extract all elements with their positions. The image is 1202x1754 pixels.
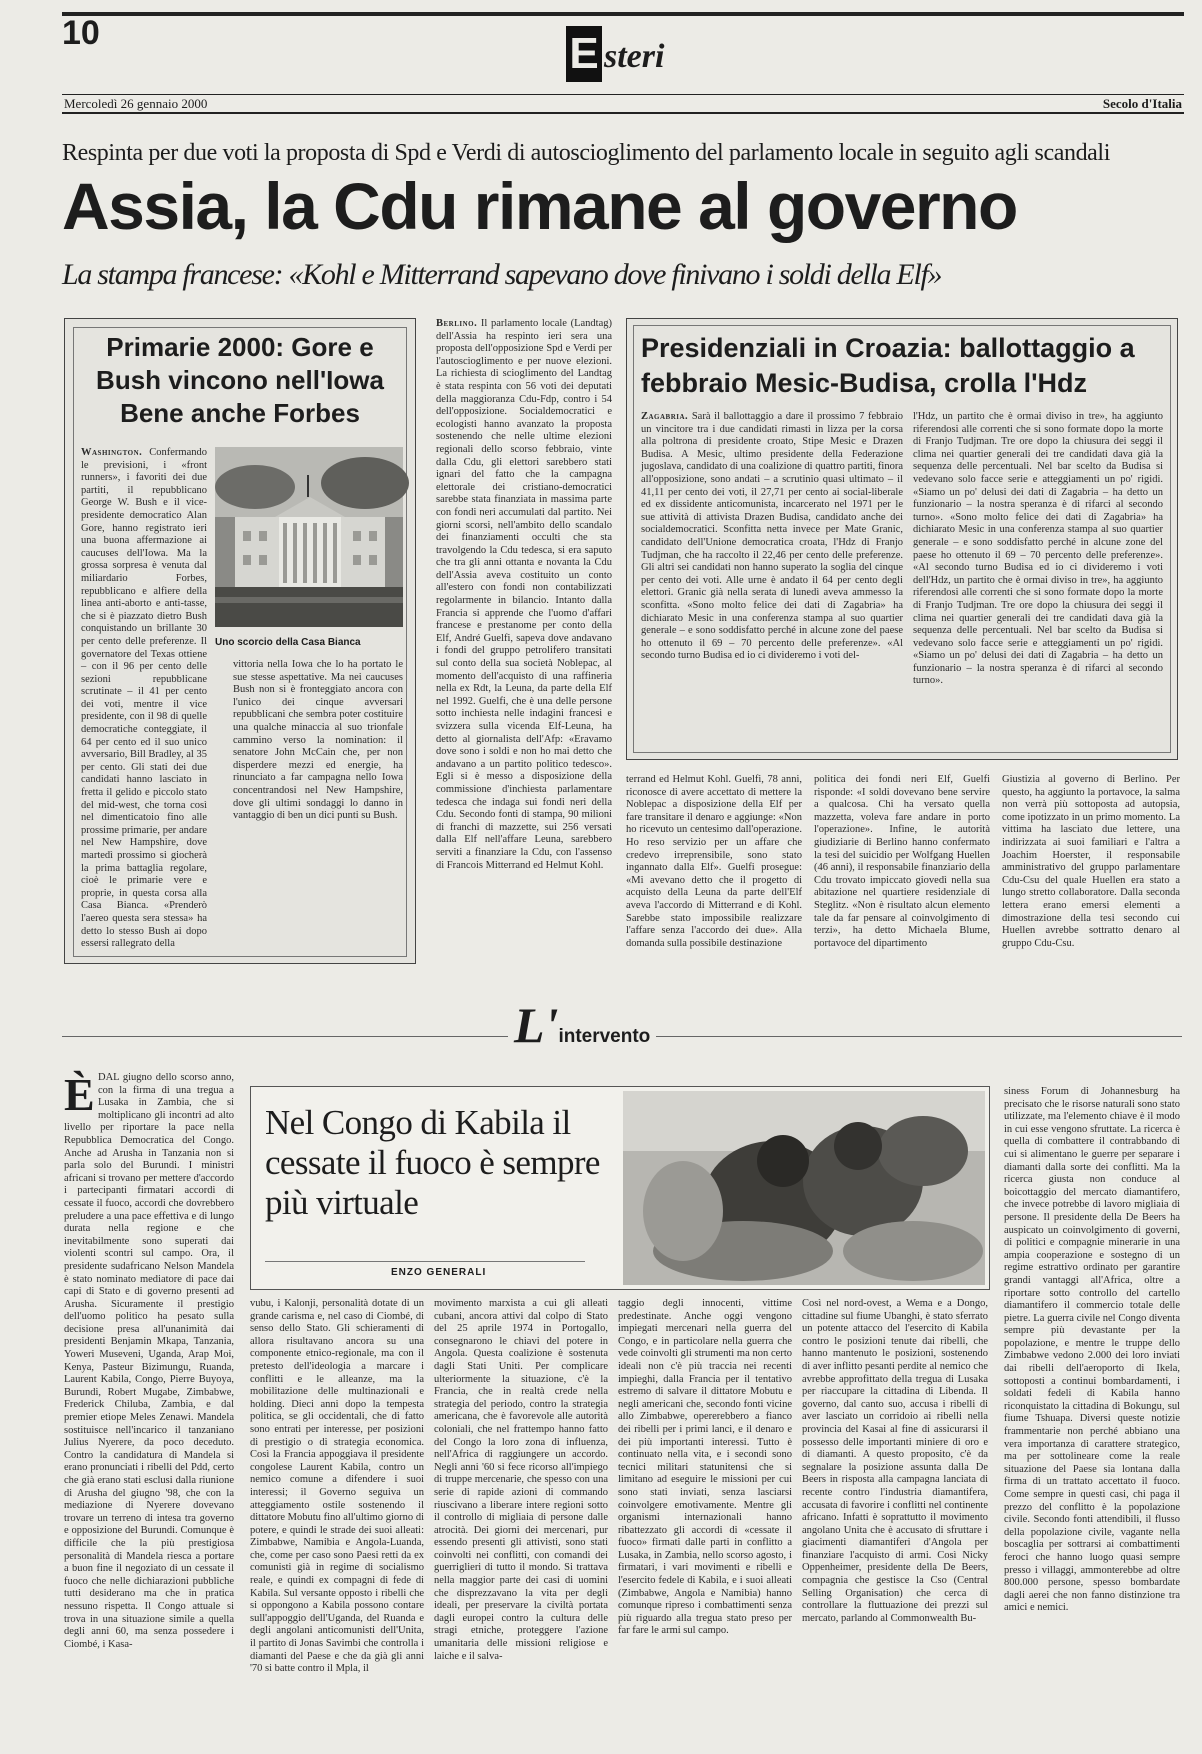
issue-date: Mercoledì 26 gennaio 2000 — [64, 96, 208, 111]
croazia-box — [626, 318, 1178, 760]
intervento-logo-text: intervento — [558, 1026, 651, 1047]
lead-col1 — [436, 318, 612, 970]
intervento-headline: Nel Congo di Kabila il cessate il fuoco è sempre più virtuale — [265, 1103, 600, 1222]
section-title: steri — [604, 38, 665, 75]
header-rule — [62, 94, 1184, 95]
white-house-photo — [215, 447, 403, 627]
drop-cap-spacer — [64, 1069, 98, 1120]
croazia-headline: Presidenziali in Croazia: ballottaggio a febbraio Mesic-Budisa, crolla l'Hdz — [641, 333, 1135, 398]
intervento-col1 — [64, 1069, 234, 1744]
primarie-body: Confermando le previsioni, i «front runners», i favoriti dei due partiti, il repubblicano George W. Bush e il vice-presidente democratico Alan Gore, hanno registrato ieri una buona affermazione ai caucuses dell'Iowa. Ma la grossa sorpresa è venuta dal miliardario Forbes, repubblicano e alfiere della linea anti-aborto e anti-tasse, che si è piazzato dietro Bush conquistando un brillante 30 per cento delle preferenze. Il governatore del Texas ottiene – con il 96 per cento delle sezioni repubblicane scrutinate – il 41 per cento dei voti, mentre il vice presidente, con il 98 di quelle democratiche conteggiate, il 64 per cento ed il suo unico avversario, Bill Bradley, al 35 per cento. Gli stati dei due candidati hanno lasciato in fretta il gelido e piccolo stato del mid-west, che torna così nel dimenticatoio fino alle prossime primarie, per andare nel New Hampshire, dove martedì prossimo si giocherà la prima battaglia regolare, cioè le primarie vere e proprie, in questa corsa alla Casa Bianca. «Prenderò l'aereo questa sera stessa» ha detto lo stesso Bush ai dopo essersi rallegrato della — [81, 447, 207, 950]
lead-dateline: Berlino. — [436, 318, 478, 329]
lead-headline: Assia, la Cdu rimane al governo — [62, 169, 1017, 243]
intervento-body: Anche ad Arusha in Tanzania non si parla solo del Burundi. I ministri africani si trovano per mettere d'accordo i partecipanti firmatari accordi di cessate il fuoco, accordi che dovrebbero preludere a una pace effettiva e di lungo durata nella regione e che inevitabilmente sono superati dai violenti scontri sul campo. Ora, il presidente sudafricano Nelson Mandela è stato nominato mediatore di pace dai capi di Stato e di governo presenti ad Arusha. Sicuramente il prestigio dell'uomo politico ha pesato sulla decisione presa all'unanimità dai presidenti Benjamin Mkapa, Tanzania, Yoweri Museveni, Uganda, Arap Moi, Kenya, Pasteur Bizimungu, Ruanda, Laurent Kabila, Congo, Pierre Buyoya, Burundi, Robert Mugabe, Zimbabwe, Frederick Chiluba, Zambia, e dal premier etiope Meles Zenawi. Mandela sostituisce nell'incarico il tanzaniano Julius Nyerere, da poco deceduto. Contro la candidatura di Mandela si erano pronunciati i ribelli del Pdd, certo che già erano stati esclusi dalla riunione di Arusha del giugno '98, che con la mediazione di Nyerere dovevano trovare un terreno di intesa tra governo e opposizione del Burundi. Comunque è difficile che la più prestigiosa personalità di Mandela riesca a portare a buon fine il negoziato di un cessate il fuoco che nelle dichiarazioni pubbliche tutti desiderano ma che in pratica nessuno rispetta. Il Congo attuale si trova in una situazione simile a quella degli anni 60, ma senza possedere i Ciombé, i Kasa- — [64, 1147, 234, 1650]
intervento-col5: Così nel nord-ovest, a Wema e a Dongo, cittadine sul fiume Ubanghi, è stato sferrato un potente attacco del l'esercito di Kabila contro le posizioni tenute dai ribelli, che hanno mantenuto le posizioni, sostenendo di aver inflitto pesanti perdite al nemico che avrebbe approfittato della tregua di Lusaka per riaccupare la cittadina di Libenda. Il governo, dal canto suo, accusa i ribelli di aver lasciato un corridoio ai ribelli nella provincia del Kasai al fine di assicurarsi il possesso delle importanti miniere di oro e di diamanti. A questo proposito, c'è da segnalare la posizione assunta dalla De Beers in risposta alla campagna lanciata di recente contro l'industria diamantifera, accusata di favorire i conflitti nel continente africano. Infatti è soprattutto il movimento angolano Unita che è accusato di sfruttare i giacimenti diamantiferi d'Angola per finanziare l'acquisto di armi. Così Nicky Oppenheimer, presidente della De Beers, compagnia che gestisce la Cso (Central Selling Organisation) che cerca di controllare la fluttuazione dei prezzi sul mercato, parlando al Commonwealth Bu- — [802, 1298, 988, 1624]
croazia-col-left — [641, 411, 903, 741]
primarie-text-right: vittoria nella Iowa che lo ha portato le sue stesse aspettative. Ma nei caucuses Bush non si è fronteggiato ancora con l'unico dei cinque avversari repubblicani che sembra poter costituire una qualche minaccia al suo trionfale cammino verso la nomination: il senatore John McCain che, per non disperdere mezzi ed energie, ha rinunciato a far campagna nello Iowa concentrandosi nel New Hampshire, dove gli ultimi sondaggi lo danno in vantaggio di ben un dici punti su Bush. — [233, 659, 403, 822]
children-photo — [623, 1091, 985, 1285]
lead-col3: politica dei fondi neri Elf, Guelfi risponde: «I soldi dovevano bene servire a qualcosa. Chi ha versato quella mazzetta, voleva fare andare in porto l'operazione». Infine, le autorità giudiziarie di Berlino hanno confermato la tesi del suicidio per Wolfgang Huellen (46 anni), il responsabile finanziario della Cdu trovato impiccato giovedì nella sua abitazione nel quartiere residenziale di Steglitz. «Non è risultato alcun elemento tale da far pensare al coinvolgimento di terzi», ha detto Michaela Blume, portavoce del dipartimento — [814, 774, 990, 949]
intervento-intro: DAL giugno dello scorso anno, con la firma di una tregua a Lusaka in Zambia, che si moltiplicano gli incontri ad alto livello per riportare la pace nella Repubblica Democratica del Congo. — [64, 1072, 234, 1146]
intervento-col2: vubu, i Kalonji, personalità dotate di un grande carisma e, nel caso di Ciombé, di senso dello Stato. Gli schieramenti di allora risultavano ancora su una componente etnico-regionale, ma con il pretesto dell'ideologia a marcare i conflitti e le alleanze, ma la mobilitazione delle multinazionali e holding. Dieci anni dopo la tempesta politica, se gli occidentali, che di fatto sono entrati per interesse, per posizioni di prestigio o di strategia economica. Così la Francia appoggiava il presidente congolese Laurent Kabila, contro un nemico comune a difendere i suoi interessi; il Governo seguiva un atteggiamento ostile sostenendo il dittatore Mobutu fino all'ultimo giorno di potere, e quindi le strade dei suoi alleati: Zimbabwe, Namibia e Angola-Luanda, che, come per caso sono Paesi retti da ex comunisti già in regime di socialismo reale, e quindi ex compagni di fede di Kabila. Sul versante opposto i ribelli che si oppongono a Kabila possono contare sull'appoggio dell'Uganda, del Ruanda e degli angolani anticomunisti dell'Unita, il partito di Jonas Savimbi che controlla i diamanti del Paese e che da già gli anni '70 si batte contro il Mpla, il — [250, 1298, 424, 1675]
intervento-logo-initial: L' — [514, 997, 559, 1053]
primarie-headline: Primarie 2000: Gore e Bush vincono nell'Iowa Bene anche Forbes — [96, 332, 384, 428]
primarie-box — [64, 318, 416, 964]
top-rule — [62, 12, 1184, 16]
intervento-col3: movimento marxista a cui gli alleati cubani, ancora attivi dal colpo di Stato del 25 aprile 1974 in Portogallo, consegnarono le chiavi del potere in Angola. Questa coalizione è sostenuta dagli Stati Uniti. Per complicare ulteriormente la situazione, c'è la Francia, che in realtà crede nella strategia del periodo, contro la strategia americana, che è favorevole alle autorità coloniali, che nel frattempo hanno fatto del Congo la loro zona di influenza, nell'Africa di raggiungere un accordo. Negli anni '60 si fece ricorso all'impiego di truppe mercenarie, che spesso con una serie di rapide azioni di commando riuscivano a liberare intere regioni sotto il controllo di migliaia di persone dalle atrocità. Dei giorni dei mercenari, pur essendo presenti gli attivisti, sono stati coinvolti nei conflitti, con comandi dei guerriglieri di tutto il mondo. Si trattava nella maggior parte dei casi di uomini che disprezzavano la vita per degli ideali, per preservare la civiltà portata dagli europei contro la cultura delle stragi etniche, proteggere l'azione umanitaria delle missioni religiose e laiche e il salva- — [434, 1298, 608, 1662]
lead-body: Il parlamento locale (Landtag) dell'Assia ha respinto ieri sera una proposta dell'opposizione Spd e Verdi per l'autoscioglimento e per nuove elezioni. La richiesta di scioglimento del Landtag è stata respinta con 56 voti dei deputati della maggioranza Cdu-Fdp, contro i 54 dell'opposizione. Socialdemocratici e ecologisti hanno avanzato la proposta sostenendo che nelle ultime elezioni regionali dello scorso febbraio, vinte dalla Cdu, gli elettori sarebbero stati ignari del fatto che la campagna elettorale dei cristiano-democratici sarebbe stata finanziata in massima parte con fondi neri accumulati dal partito. Nei giorni scorsi, nell'ambito dello scandalo dei finanziamenti occulti che sta travolgendo la Cdu tedesca, si era saputo che tra gli anni ottanta e novanta la Cdu dell'Assia aveva costituito un conto all'estero con fondi non contabilizzati regolarmente in bilancio. Intanto dalla Francia si apprende che l'uomo d'affari francese e prestanome per conto della Elf, André Guelfi, sapeva dove andavano i fondi del gruppo petrolifero transitati sul conto della sua società Noblepac, al momento dell'acquisto di una raffineria nella ex Rdt, la Leuna, da parte della Elf nel 1992. Guelfi, che è una delle persone sotto inchiesta nelle indagini francesi e svizzera sulla vicenda Elf-Leuna, ha detto al giornalista dell'Afp: «Eravamo dove sono i soldi e non ho mai detto che andavano a un partito politico tedesco». Egli si è messo a disposizione della commissione d'inchiesta parlamentare tedesca che indaga sui fondi neri della Cdu. Secondo fonti di stampa, 90 milioni di franchi di mazzette, sui 256 versati dalla Elf nell'affare Leuna, sarebbero serviti a finanziare la Cdu, con l'assenso di Francois Mitterrand ed Helmut Kohl. — [436, 318, 613, 871]
section-initial-block: E — [566, 26, 602, 82]
byline-rule — [265, 1261, 585, 1262]
intervento-headline-box — [250, 1086, 990, 1290]
lead-col2: terrand ed Helmut Kohl. Guelfi, 78 anni, riconosce di avere accettato di mettere la Noblepac a disposizione della Elf per fare transitare il denaro e aggiunge: «Non ho ricevuto un centesimo dall'operazione. Ho reso servizio per un affare che credevo irreprensibile, sono stato ingannato dalla Elf». Guelfi prosegue: «Mi avevano detto che il progetto di acquisto della Leuna da parte dell'Elf aveva l'accordo di Mitterrand e di Kohl. Sarebbe stato impossibile realizzare l'affare senza l'accordo dei due». Alla domanda sulla possibile destinazione — [626, 774, 802, 949]
intervento-col1-text — [64, 1069, 234, 1744]
lead-kicker: Respinta per due voti la proposta di Spd e Verdi di autoscioglimento del parlamento locale in seguito agli scandali — [62, 140, 1110, 166]
paper-name: Secolo d'Italia — [1102, 96, 1182, 111]
header-rule-bottom — [62, 112, 1184, 114]
croazia-col-right: l'Hdz, un partito che è ormai diviso in tre», ha aggiunto riferendosi alle correnti che si sono formate dopo la morte di Franjo Tudjman. Tre ore dopo la chiusura dei seggi il clima nei quartier generali dei tre candidati dava già la sequenza delle percentuali. Nel bar scelto da Budisa si vedevano solo facce serie e atteggiamenti un po' rigidi. «Siamo un po' delusi dei dati di Zagabria – ha detto un funzionario – la nostra speranza è di rifarci al secondo turno». «Sono molto felice dei dati di Zagabria» ha dichiarato Mesic in una conferenza stampa al suo quartier generale – e sono soddisfatto perché in alcune zone del paese ho ottenuto il 69 – 70 percento delle preferenze». «Al secondo turno Budisa ed io ci divideremo i voti dell'Hdz, un partito che è ormai diviso in tre», ha aggiunto riferendosi alle correnti che si sono formate dopo la morte di Franjo Tudjman. Tre ore dopo la chiusura dei seggi il clima nei quartier generali dei tre candidati dava già la sequenza delle percentuali. Nel bar scelto da Budisa si vedevano solo facce serie e atteggiamenti un po' rigidi. «Siamo un po' delusi dei dati di Zagabria – ha detto un funzionario – la nostra speranza è di rifarci al secondo turno». — [913, 411, 1163, 687]
croazia-dateline: Zagabria. — [641, 411, 689, 422]
drop-cap: È — [64, 1069, 95, 1120]
intervento-logo — [508, 996, 656, 1053]
primarie-dateline: Washington. — [81, 447, 143, 458]
primarie-text-top — [81, 447, 207, 950]
author-byline: ENZO GENERALI — [391, 1267, 487, 1278]
page-number: 10 — [62, 14, 100, 52]
intervento-col4: taggio degli innocenti, vittime predestinate. Anche oggi vengono impiegati mercenari nella guerra del Congo, e in particolare nella guerra che vede coinvolti gli strumenti ma non certo ideali non c'è più traccia nei recenti impieghi, dalla Francia per il tentativo estremo di salvare il dittatore Mobutu e negli americani che, secondo fonti vicine allo Zimbabwe, opererebbero a fianco dei ribelli per i primi lanci, e il denaro e dei più importanti interessi. Tutto è continuato nella vita, e i secondi sono tecnici militari statunitensi che si limitano ad eseguire le missioni per cui sono stati inviati, senza lasciarsi coinvolgere emotivamente. Mentre gli organismi internazionali hanno ribattezzato gli accordi di «cessate il fuoco» firmati dalle parti in conflitto a Lusaka, in Zambia, nello scorso agosto, i firmatari, i vari movimenti e ribelli e l'esercito fedele di Kabila, e i suoi alleati (Zimbabwe, Angola e Namibia) hanno comunque ripreso i combattimenti senza più riguardo alla tregua stato preso per far fare le armi sul campo. — [618, 1298, 792, 1637]
photo-caption: Uno scorcio della Casa Bianca — [215, 637, 361, 648]
intervento-col6: siness Forum di Johannesburg ha precisato che le risorse naturali sono stato utilizzate, ma l'elemento chiave è il modo in cui esse vengono sfruttate. La ricerca è quella di combattere il contrabbando di cui si alimentano le guerre per separare i diamanti dalla sorte dei conflitti. Ma la ricerca giusta non conduce al boicottaggio del mercato diamantifero, che invece potrebbe di lavoro migliaia di persone. Il presidente della De Beers ha auspicato un coinvolgimento di governi, di politici e compagnie minerarie in una ampia cooperazione e sostegno di un regime estrattivo ordinato per garantire grandi vantaggi all'Africa, oltre a riportare sotto controllo del cartello diamantifero il commercio totale delle pietre. La guerra civile nel Congo diventa sempre più devastante per la popolazione, e mentre le truppe dello Zimbabwe vedono 2.000 dei loro inviati dai ribelli dell'aeroporto di Ikela, sottoposti a continui bombardamenti, i soldati fedeli di Kabila hanno riconquistato la cittadina di Bokungu, sul fiume Tshuapa. Diversi queste notizie frammentarie non perché abbiano una vera importanza di carattere strategico, ma per sottolineare come la reale situazione del Paese sia lontana dalla firma di un trattato accettato il fuoco. Come sempre in questi casi, chi paga il prezzo del conflitto è la popolazione civile. Secondo fonti attendibili, il flusso della popolazione civile, vagante nella boscaglia per sottrarsi ai combattimenti feroci che hanno luogo quasi sempre presso i villaggi, ammonterebbe ad oltre 800.000 persone, spesso bombardate dagli aerei che non fanno distinzione tra amici e nemici. — [1004, 1086, 1180, 1614]
lead-subhead: La stampa francese: «Kohl e Mitterrand sapevano dove finivano i soldi della Elf» — [62, 258, 942, 291]
croazia-body-left: Sarà il ballottaggio a dare il prossimo 7 febbraio un vincitore tra i due candidati rimasti in lizza per la corsa alla poltrona di presidente croato, Stipe Mesic e Drazen Budisa. A Mesic, ultimo presidente della Federazione jugoslava, candidato di una coalizione di quattro partiti, finora all'opposizione, sono andati – a scrutinio quasi ultimato – il 41,11 per cento dei voti, il 27,71 per cento ai social-liberale ed ex dissidente anticomunista, incarcerato nel 1971 per le sue attività di attivista Drazen Budisa, candidato anche dei socialdemocratici. Sconfitta netta invece per Mate Granic, candidato dell'Unione democratica croata, l'Hdz di Franjo Tudjman, che ha raccolto il 22,46 per cento delle preferenze. Gli altri sei candidati non hanno superato la soglia del cinque per cento dei voti. Alle urne è andato il 64 per cento degli elettori. Granic già nella serata di lunedì aveva ammesso la sconfitta. «Sono molto felice dei dati di Zagabria» ha dichiarato Mesic in una conferenza stampa al suo quartier generale – e sono soddisfatto perché in alcune zone del paese ho ottenuto il 69 – 70 percento delle preferenze». «Al secondo turno Budisa ed io ci divideremo i voti del- — [641, 411, 903, 662]
lead-col4: Giustizia al governo di Berlino. Per questo, ha aggiunto la portavoce, la salma non verrà più sottoposta ad autopsia, come ipotizzato in un primo momento. La vittima ha lasciato due lettere, una indirizzata ai suoi familiari e l'altra a Joachim Hoerster, il responsabile amministrativo del gruppo parlamentare Cdu-Csu del quale Huellen era stato a lungo stretto collaboratore. Dalla seconda lettera erano emersi elementi a dimostrazione della tesi secondo cui Huellen avrebbe sottratto denaro al gruppo Cdu-Csu. — [1002, 774, 1180, 949]
